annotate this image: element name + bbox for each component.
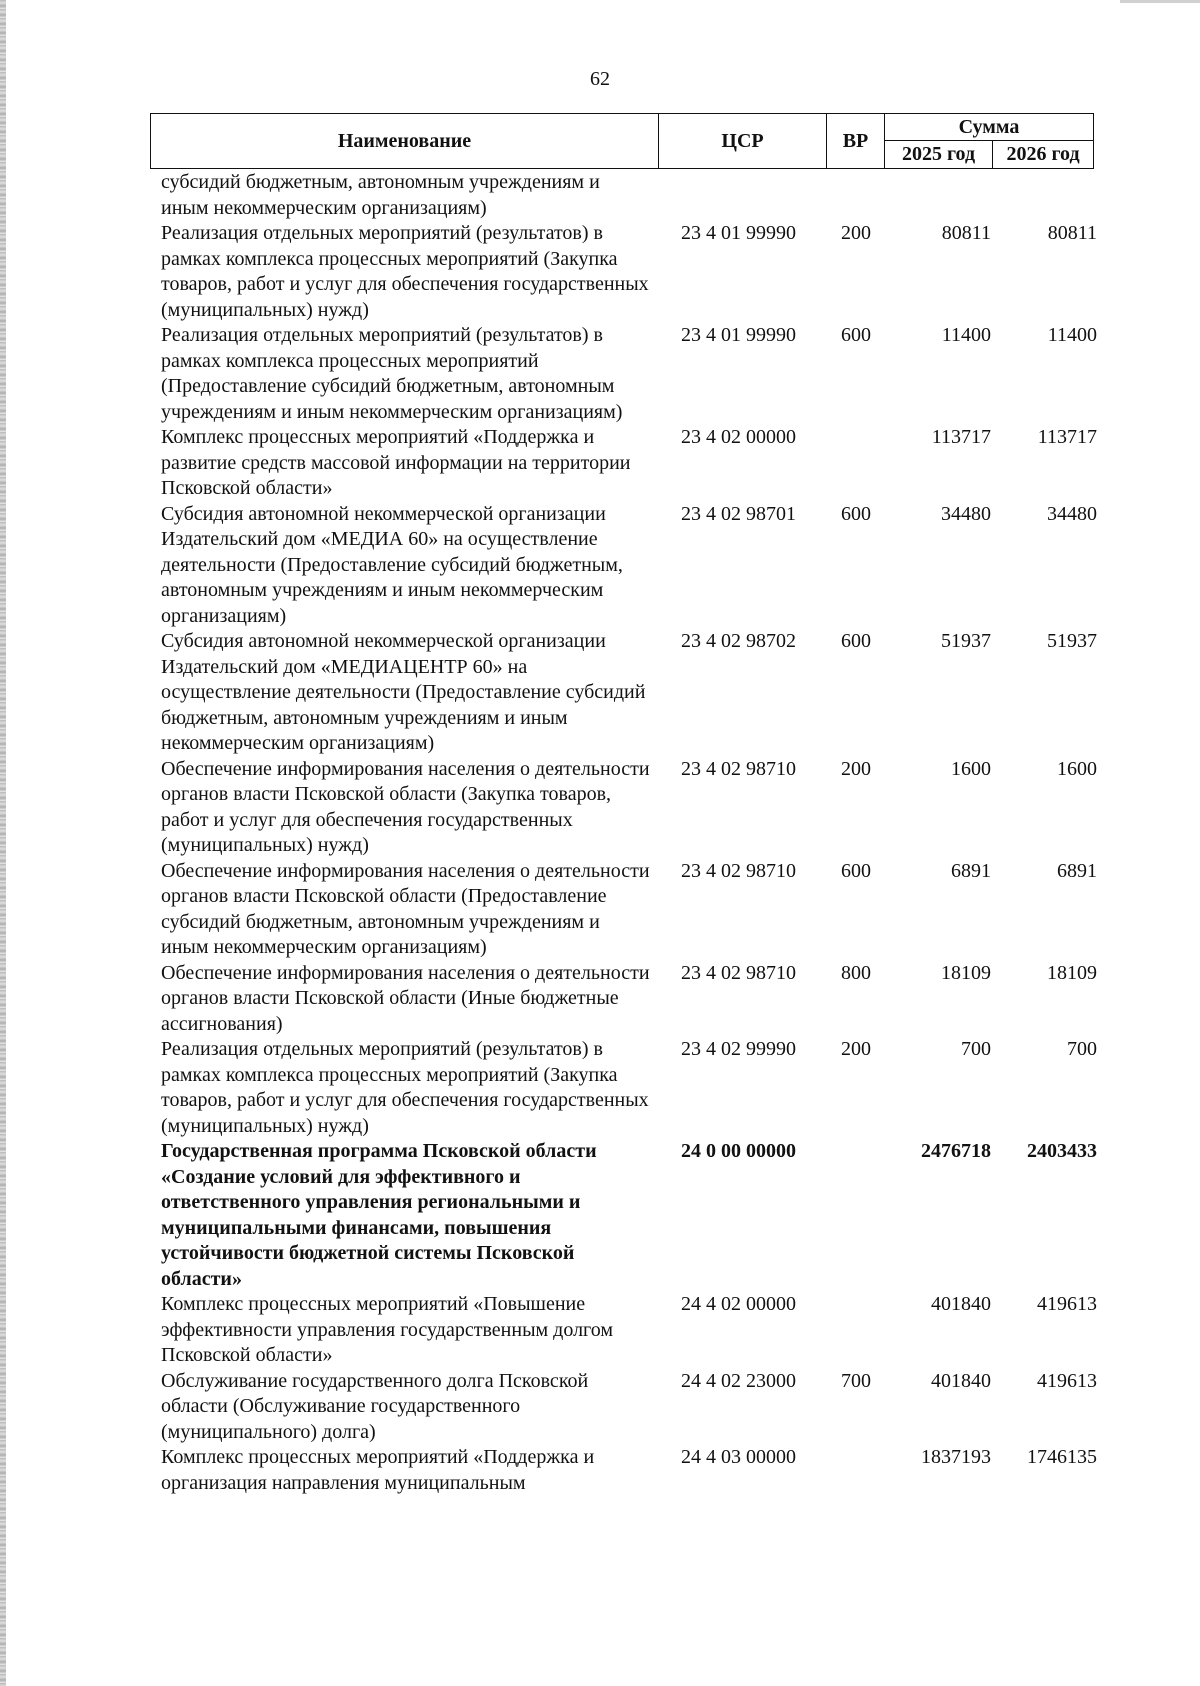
cell-name: Реализация отдельных мероприятий (результатов) в рамках комплекса процессных мероприятий (Закупка товаров, работ и услуг для обеспечения государственных (муниципальных) нужд) xyxy=(161,222,649,321)
cell-csr: 23 4 02 98710 xyxy=(681,859,796,882)
table-row xyxy=(161,629,1121,757)
cell-2025: 11400 xyxy=(941,324,991,346)
table-row xyxy=(161,1292,1121,1369)
cell-2026: 80811 xyxy=(1047,222,1097,244)
page-number: 62 xyxy=(590,68,610,90)
cell-2025: 1837193 xyxy=(921,1446,991,1468)
cell-name: субсидий бюджетным, автономным учреждениям и иным некоммерческим организациям) xyxy=(161,171,600,219)
cell-2025: 18109 xyxy=(941,961,991,984)
cell-vr: 600 xyxy=(841,324,871,346)
cell-2026: 2403433 xyxy=(1027,1140,1097,1162)
cell-2025: 401840 xyxy=(931,1293,991,1315)
cell-2026: 1746135 xyxy=(1027,1446,1097,1468)
header-year-2025: 2025 год xyxy=(885,141,993,168)
header-vr: ВР xyxy=(827,114,885,168)
cell-csr: 24 4 03 00000 xyxy=(681,1446,796,1468)
cell-2026: 419613 xyxy=(1037,1369,1097,1392)
table-header xyxy=(150,113,1094,169)
cell-vr: 200 xyxy=(841,1038,871,1060)
cell-2026: 113717 xyxy=(1037,426,1097,448)
table-row xyxy=(161,1037,1121,1139)
cell-2025: 34480 xyxy=(941,502,991,525)
cell-2025: 700 xyxy=(961,1038,991,1060)
cell-vr: 600 xyxy=(841,630,871,652)
table-row xyxy=(161,1369,1121,1446)
table-row xyxy=(161,323,1121,425)
table-row xyxy=(161,1445,1121,1496)
cell-2026: 419613 xyxy=(1037,1293,1097,1315)
cell-2025: 2476718 xyxy=(921,1140,991,1162)
table-row xyxy=(161,221,1121,323)
cell-vr: 600 xyxy=(841,859,871,882)
cell-2025: 80811 xyxy=(941,222,991,244)
header-csr: ЦСР xyxy=(659,114,827,168)
cell-csr: 24 4 02 23000 xyxy=(681,1369,796,1392)
scan-edge-left xyxy=(0,0,6,1686)
cell-csr: 24 0 00 00000 xyxy=(681,1140,796,1162)
table-body xyxy=(161,170,1121,1496)
cell-2025: 113717 xyxy=(931,426,991,448)
cell-name: Государственная программа Псковской области «Создание условий для эффективного и ответственного управления региональными и муниципальными финансами, повышения устойчивости бюджетной системы Псковской области» xyxy=(161,1140,597,1290)
cell-name: Обеспечение информирования населения о деятельности органов власти Псковской области (Предоставление субсидий бюджетным, автономным учреждениям и иным некоммерческим организациям) xyxy=(161,859,650,958)
cell-2025: 1600 xyxy=(951,757,991,780)
cell-name: Субсидия автономной некоммерческой организации Издательский дом «МЕДИА 60» на осуществление деятельности (Предоставление субсидий бюджетным, автономным учреждениям и иным некоммерческим организациям) xyxy=(161,502,623,627)
table-row xyxy=(161,757,1121,859)
cell-name: Обслуживание государственного долга Псковской области (Обслуживание государственного (муниципального) долга) xyxy=(161,1369,589,1443)
cell-csr: 23 4 02 99990 xyxy=(681,1038,796,1060)
cell-name: Комплекс процессных мероприятий «Поддержка и развитие средств массовой информации на территории Псковской области» xyxy=(161,426,631,499)
table-row xyxy=(161,425,1121,502)
header-name: Наименование xyxy=(151,114,659,168)
cell-2026: 700 xyxy=(1067,1038,1097,1060)
cell-csr: 23 4 01 99990 xyxy=(681,324,796,346)
table-row xyxy=(161,502,1121,630)
cell-csr: 23 4 02 98701 xyxy=(681,502,796,525)
header-sum: Сумма xyxy=(885,114,1093,141)
scan-edge-top xyxy=(1120,0,1200,3)
cell-csr: 23 4 02 98710 xyxy=(681,961,796,984)
cell-name: Комплекс процессных мероприятий «Повышение эффективности управления государственным долгом Псковской области» xyxy=(161,1293,614,1366)
cell-2025: 6891 xyxy=(951,859,991,882)
cell-2025: 401840 xyxy=(931,1369,991,1392)
cell-csr: 24 4 02 00000 xyxy=(681,1293,796,1315)
cell-2026: 1600 xyxy=(1057,757,1097,780)
cell-name: Обеспечение информирования населения о деятельности органов власти Псковской области (Закупка товаров, работ и услуг для обеспечения государственных (муниципальных) нужд) xyxy=(161,757,650,856)
cell-2026: 34480 xyxy=(1047,502,1097,525)
cell-csr: 23 4 02 00000 xyxy=(681,426,796,448)
cell-vr: 600 xyxy=(841,502,871,525)
cell-vr: 800 xyxy=(841,961,871,984)
cell-2026: 18109 xyxy=(1047,961,1097,984)
cell-name: Комплекс процессных мероприятий «Поддержка и организация направления муниципальным xyxy=(161,1446,595,1494)
table-row xyxy=(161,1139,1121,1292)
cell-vr: 700 xyxy=(841,1369,871,1392)
table-row xyxy=(161,859,1121,961)
table-row xyxy=(161,961,1121,1038)
header-year-2026: 2026 год xyxy=(1006,143,1080,165)
cell-name: Реализация отдельных мероприятий (результатов) в рамках комплекса процессных мероприятий (Закупка товаров, работ и услуг для обеспечения государственных (муниципальных) нужд) xyxy=(161,1038,649,1137)
cell-csr: 23 4 02 98710 xyxy=(681,757,796,780)
cell-csr: 23 4 02 98702 xyxy=(681,630,796,652)
cell-2026: 11400 xyxy=(1047,324,1097,346)
cell-vr: 200 xyxy=(841,222,871,244)
cell-csr: 23 4 01 99990 xyxy=(681,222,796,244)
cell-name: Реализация отдельных мероприятий (результатов) в рамках комплекса процессных мероприятий (Предоставление субсидий бюджетным, автономным учреждениям и иным некоммерческим организациям) xyxy=(161,324,623,423)
cell-vr: 200 xyxy=(841,757,871,780)
cell-name: Субсидия автономной некоммерческой организации Издательский дом «МЕДИАЦЕНТР 60» на осуществление деятельности (Предоставление субсидий бюджетным, автономным учреждениям и иным некоммерческим организациям) xyxy=(161,630,646,754)
cell-2026: 51937 xyxy=(1047,630,1097,652)
cell-2026: 6891 xyxy=(1057,859,1097,882)
cell-2025: 51937 xyxy=(941,630,991,652)
cell-name: Обеспечение информирования населения о деятельности органов власти Псковской области (Иные бюджетные ассигнования) xyxy=(161,961,650,1035)
table-row xyxy=(161,170,1121,221)
